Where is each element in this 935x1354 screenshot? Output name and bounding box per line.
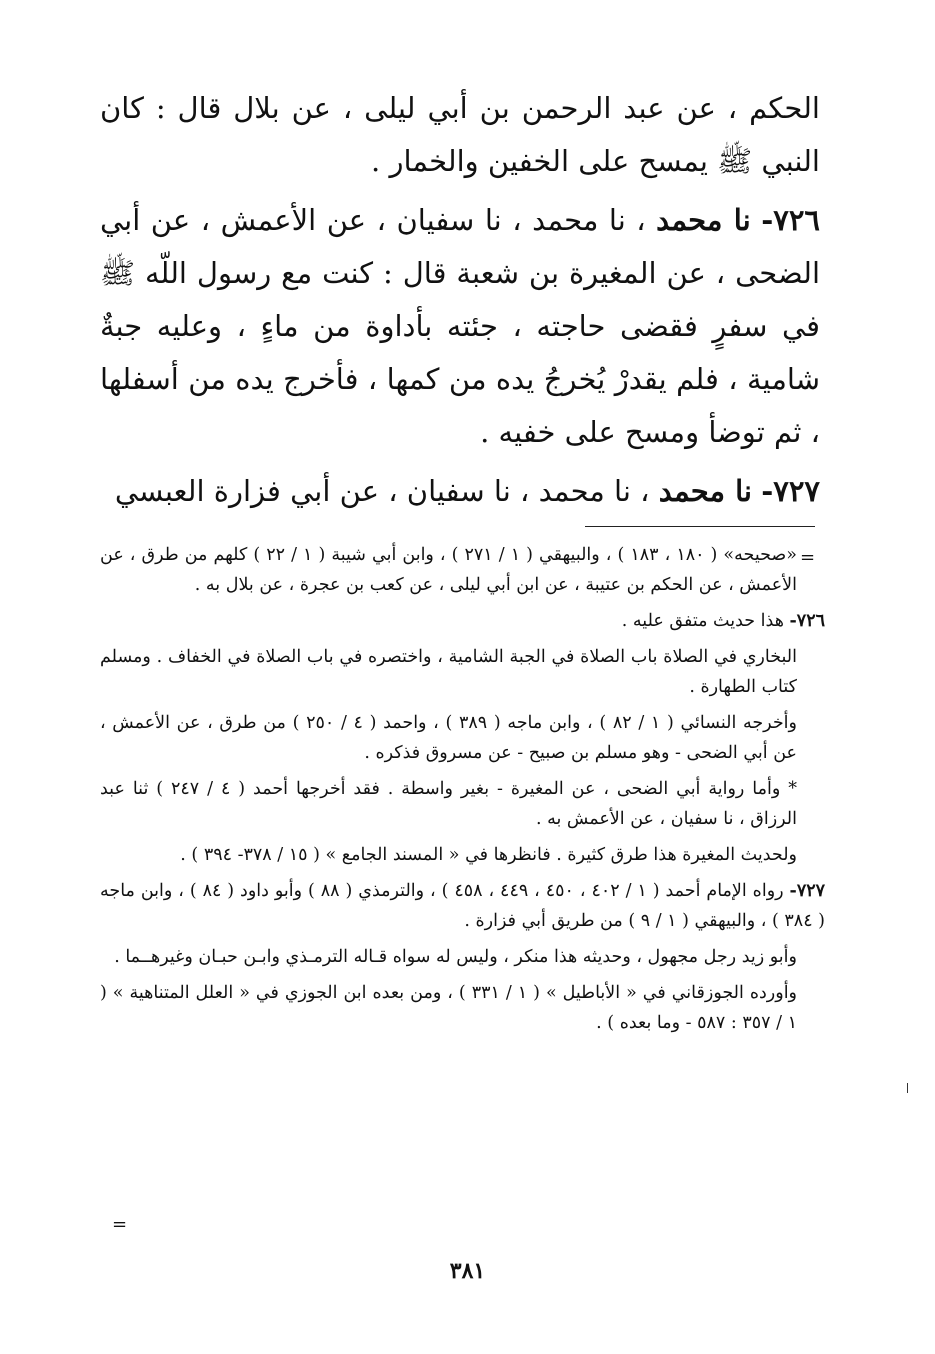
hadith-number-726: ٧٢٦- (761, 203, 821, 237)
hadith-chain-lead: نا محمد (656, 203, 751, 237)
paragraph-text: الحكم ، عن عبد الرحمن بن أبي ليلى ، عن بلال قال : كان النبي ﷺ يمسح على الخفين والخمار . (100, 91, 820, 178)
paragraph-text: ، نا محمد ، نا سفيان ، عن أبي فزارة العبسي (114, 474, 650, 508)
footnote-726-other-sources: وأخرجه النسائي ( ١ / ٨٢ ) ، وابن ماجه ( ٣٨٩ ) ، واحمد ( ٤ / ٢٥٠ ) من طرق ، عن الأعمش ، عن أبي الضحى - وهو مسلم بن صبيح - عن مسروق فذكره . (100, 713, 797, 763)
footnote-726-routes: ولحديث المغيرة هذا طرق كثيرة . فانظرها في « المسند الجامع » ( ١٥ / ٣٧٨- ٣٩٤ ) . (180, 845, 797, 865)
footnotes (100, 540, 825, 1044)
footnote-number-727: ٧٢٧- (789, 881, 826, 901)
continuation-mark-start: = (800, 547, 816, 568)
footnote-726: ٧٢٦- هذا حديث متفق عليه . (621, 611, 825, 631)
paragraph-726 (100, 194, 820, 459)
footnote-726-sources: البخاري في الصلاة باب الصلاة في الجبة الشامية ، واختصره في باب الصلاة في الخفاف . ومسلم كتاب الطهارة . (100, 647, 797, 697)
footnote-number-726: ٧٢٦- (789, 611, 825, 631)
continuation-mark-end: = (112, 1214, 128, 1235)
main-text (100, 82, 820, 524)
paragraph-727 (100, 465, 820, 518)
page-number: ٣٨١ (449, 1258, 486, 1284)
footnote-separator (585, 526, 815, 527)
paragraph-text: ، نا محمد ، نا سفيان ، عن الأعمش ، عن أبي الضحى ، عن المغيرة بن شعبة قال : كنت مع رسول اللّه ﷺ في سفرٍ فقضى حاجته ، جئته بأداوة من ماءٍ ، وعليه جبةٌ شامية ، فلم يقدرْ يُخرجُ يده من كمها ، فأخرج يده من أسفلها ، ثم توضأ ومسح على خفيه . (100, 203, 820, 449)
hadith-chain-lead: نا محمد (658, 474, 752, 508)
footnote-727-references: وأورده الجوزقاني في « الأباطيل » ( ١ / ٣٣١ ) ، ومن بعده ابن الجوزي في « العلل المتناهية » ( ١ / ٣٥٧ : ٥٨٧ - وما بعده ) . (100, 983, 798, 1033)
footnote-726-direct-narration: * وأما رواية أبي الضحى ، عن المغيرة - بغير واسطة . فقد أخرجها أحمد ( ٤ / ٢٤٧ ) ثنا عبد الرزاق ، نا سفيان ، عن الأعمش به . (100, 779, 797, 829)
footnote-727-grading: وأبو زيد رجل مجهول ، وحديثه هذا منكر ، وليس له سواه قـاله الترمـذي وابـن حبـان وغيرهــما . (114, 947, 797, 967)
footnote-continuation: «صحيحه» ( ١٨٠ ، ١٨٣ ) ، والبيهقي ( ١ / ٢٧١ ) ، وابن أبي شيبة ( ١ / ٢٢ ) كلهم من طرق ، عن الأعمش ، عن الحكم بن عتيبة ، عن ابن أبي ليلى ، عن كعب بن عجرة ، عن بلال به . (100, 545, 797, 595)
footnote-727: ٧٢٧- رواه الإمام أحمد ( ١ / ٤٠٢ ، ٤٥٠ ، ٤٤٩ ، ٤٥٨ ) ، والترمذي ( ٨٨ ) وأبو داود ( ٨٤ ) ، وابن ماجه ( ٣٨٤ ) ، والبيهقي ( ١ / ٩ ) من طريق أبي فزارة . (100, 881, 826, 931)
hadith-number-727: ٧٢٧- (761, 474, 820, 508)
margin-mark (907, 1083, 908, 1093)
paragraph-725-continuation (100, 82, 820, 188)
